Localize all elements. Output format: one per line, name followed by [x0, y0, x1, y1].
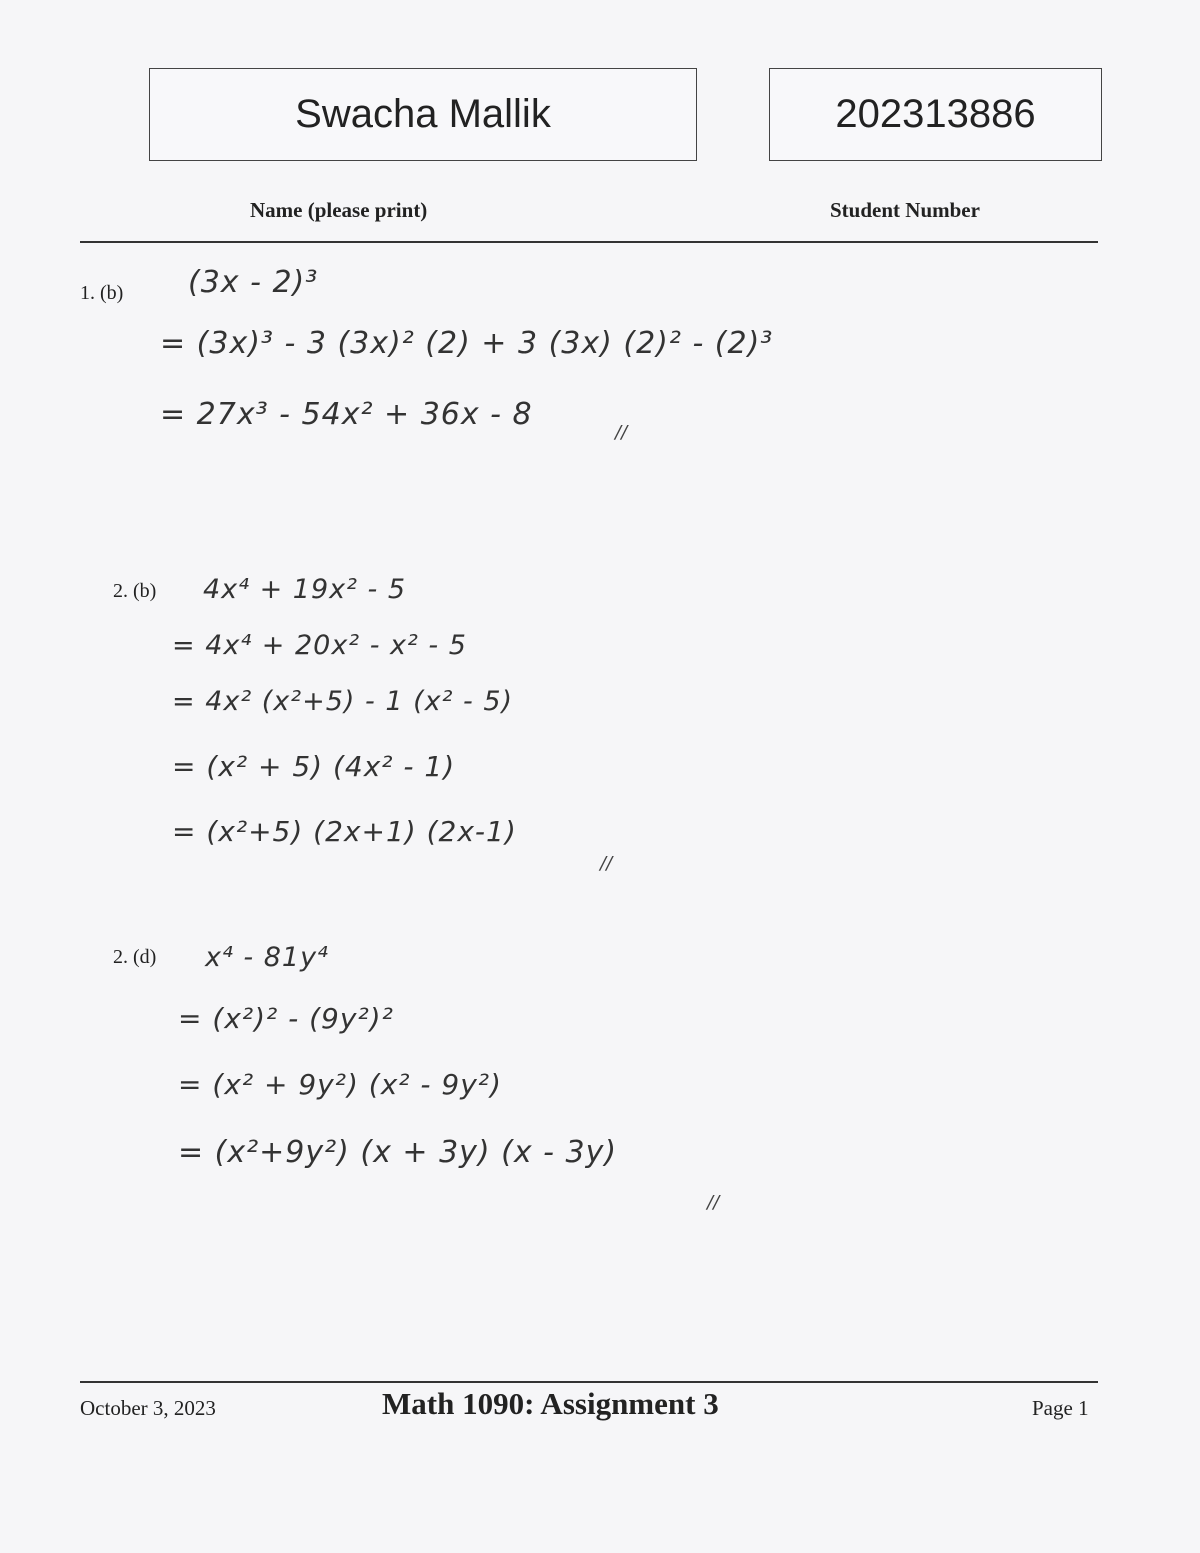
answer-mark: //: [615, 422, 628, 443]
answer-mark: //: [707, 1192, 720, 1213]
work-line: = (x² + 9y²) (x² - 9y²): [178, 1068, 502, 1101]
work-line: = (x²)² - (9y²)²: [178, 1002, 394, 1035]
question-label: 1. (b): [80, 282, 124, 304]
question-label: 2. (d): [113, 946, 157, 968]
footer-date: October 3, 2023: [80, 1396, 216, 1420]
header-divider: [80, 241, 1098, 243]
work-line: = (x²+5) (2x+1) (2x-1): [172, 815, 517, 848]
student-number-caption: Student Number: [830, 198, 980, 222]
work-line: = 4x⁴ + 20x² - x² - 5: [172, 630, 467, 661]
work-line: = (x² + 5) (4x² - 1): [172, 750, 456, 783]
question-label: 2. (b): [113, 580, 157, 602]
student-number-field: [769, 68, 1102, 161]
name-field: [149, 68, 697, 161]
work-line: x⁴ - 81y⁴: [205, 942, 329, 973]
work-line: = 27x³ - 54x² + 36x - 8: [160, 397, 533, 432]
work-line: = (x²+9y²) (x + 3y) (x - 3y): [178, 1135, 618, 1170]
name-value: Swacha Mallik: [295, 92, 551, 136]
work-line: 4x⁴ + 19x² - 5: [203, 574, 407, 605]
student-number-value: 202313886: [835, 92, 1036, 136]
footer-title: Math 1090: Assignment 3: [382, 1386, 719, 1421]
answer-mark: //: [600, 853, 613, 874]
work-line: = 4x² (x²+5) - 1 (x² - 5): [172, 686, 514, 717]
work-line: = (3x)³ - 3 (3x)² (2) + 3 (3x) (2)² - (2)³: [160, 326, 774, 361]
work-line: (3x - 2)³: [188, 265, 319, 300]
footer-divider: [80, 1381, 1098, 1383]
footer-page-number: Page 1: [1032, 1396, 1089, 1420]
name-caption: Name (please print): [250, 198, 428, 222]
